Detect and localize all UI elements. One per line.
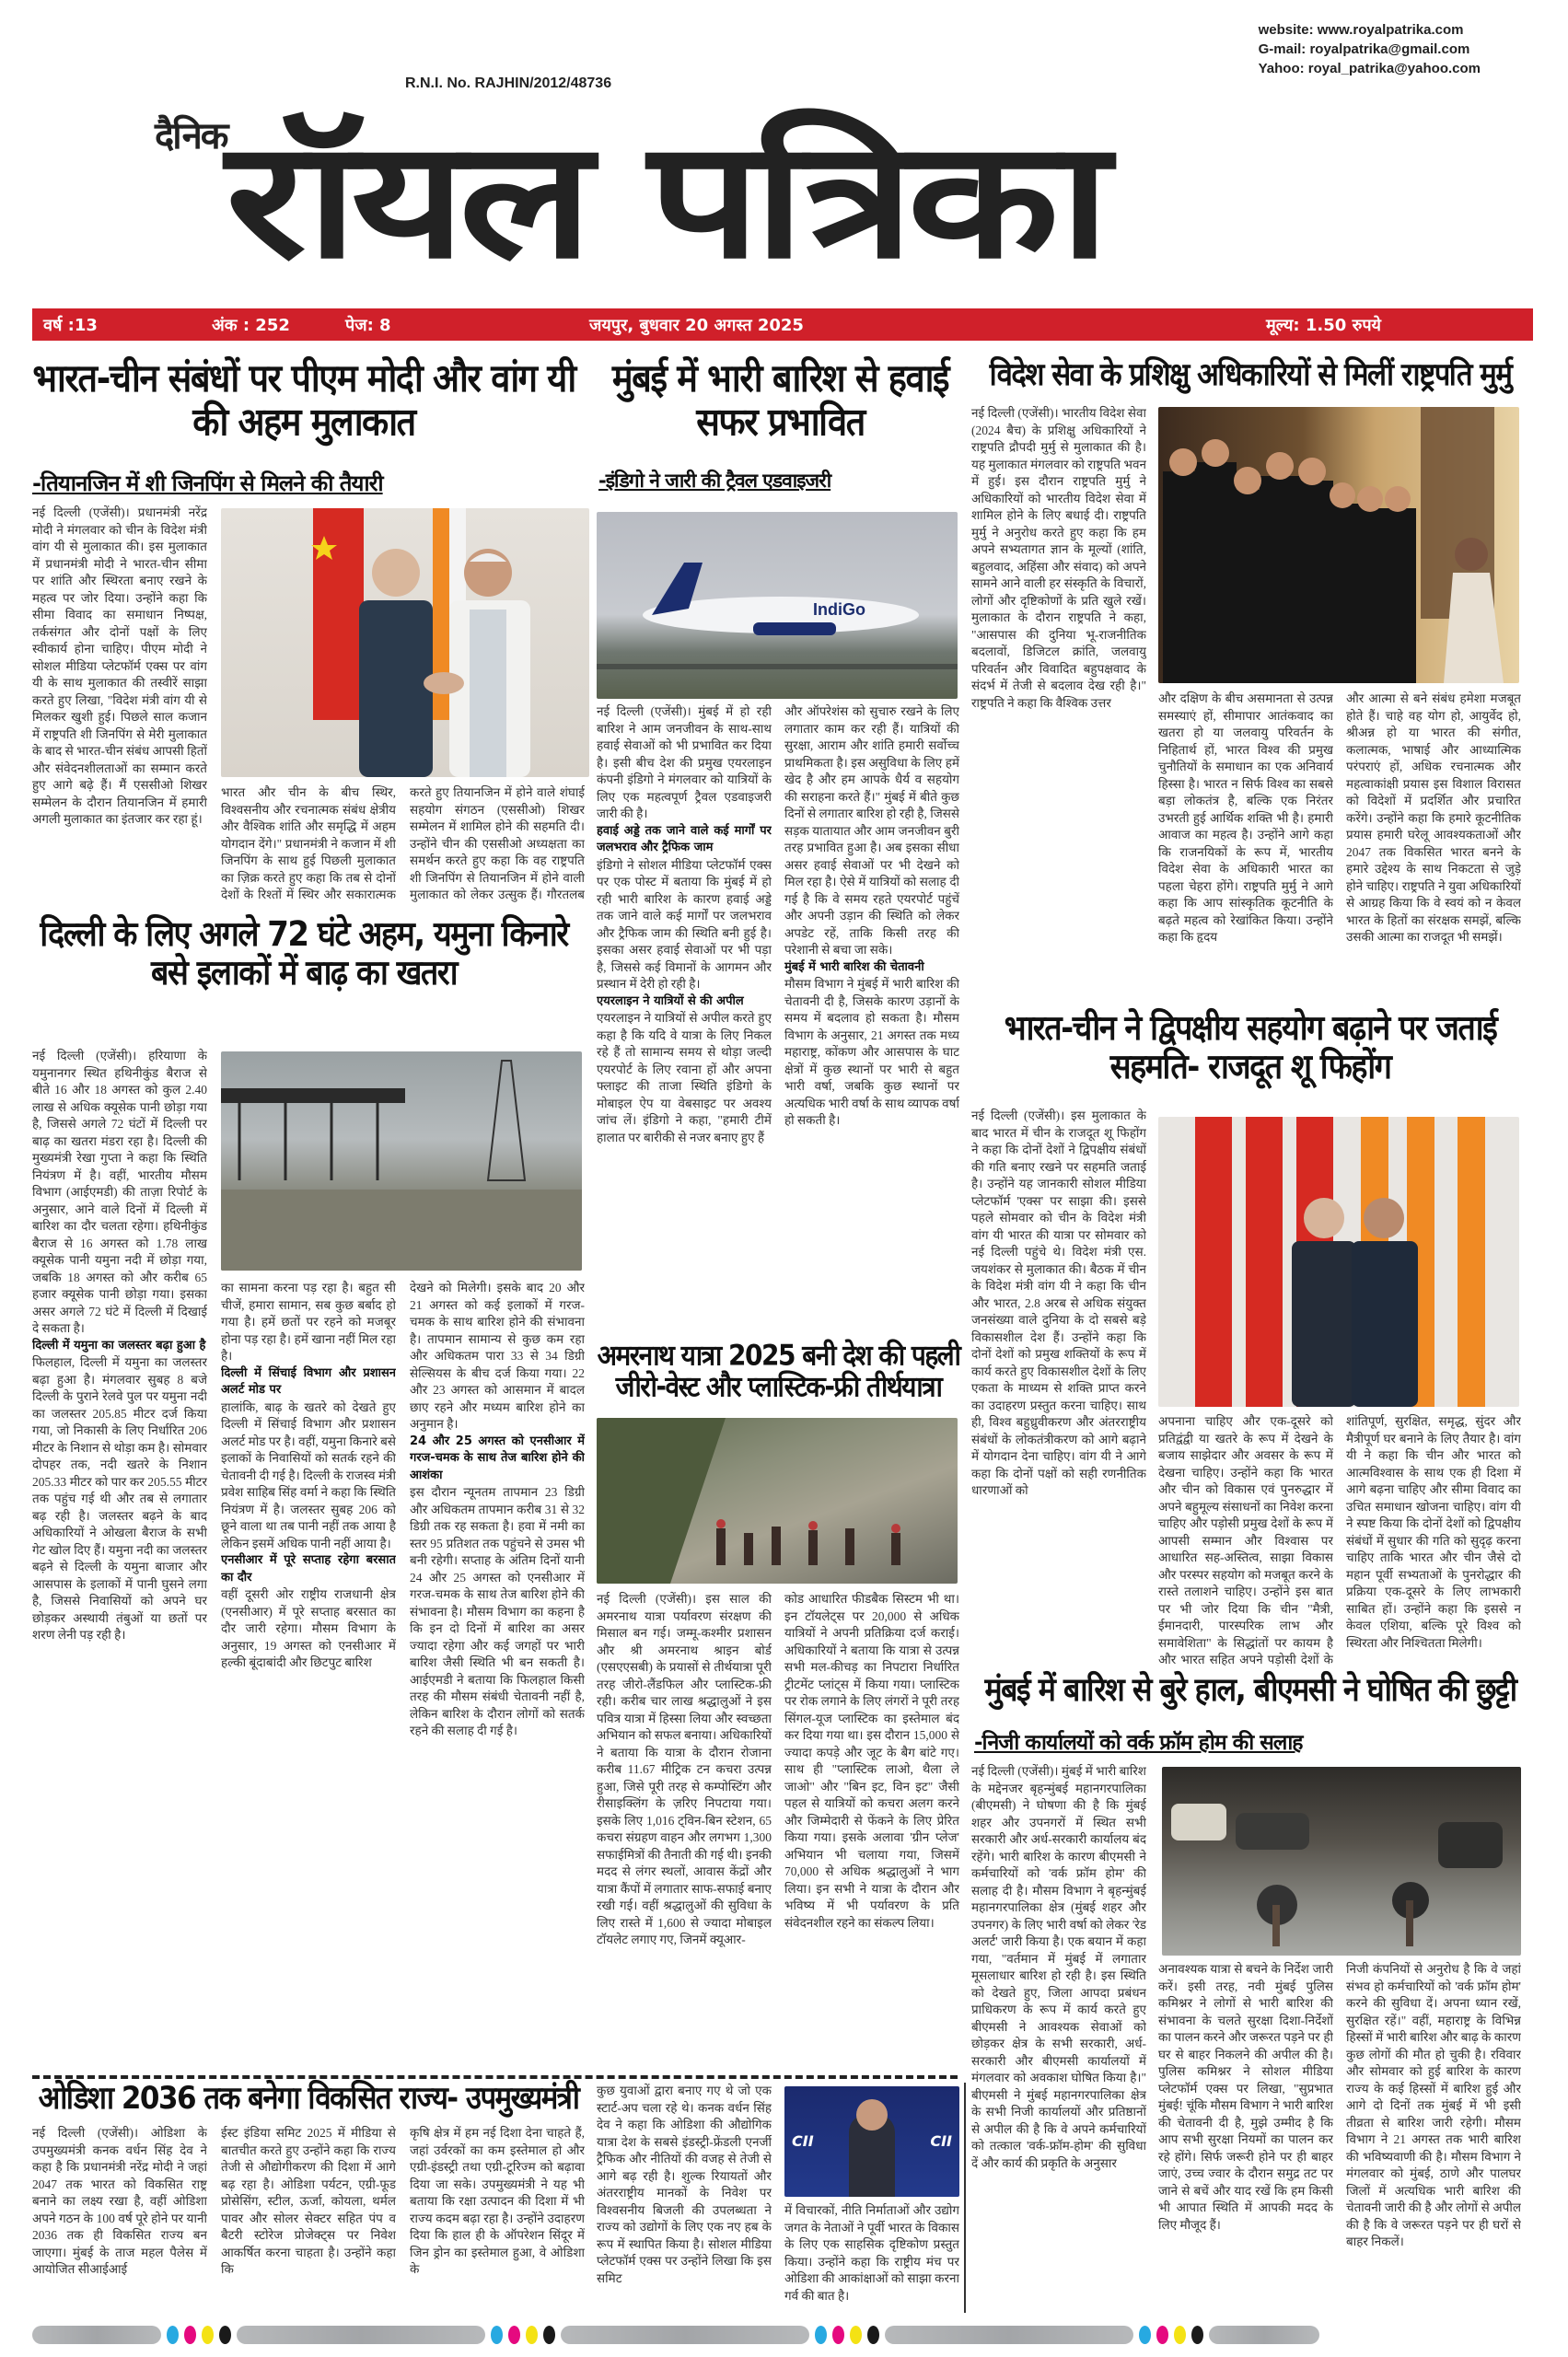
article-text: फिलहाल, दिल्ली में यमुना का जलस्तर बढ़ा हुआ है। मंगलवार सुबह 8 बजे दिल्ली के पुराने रेलवे पुल पर यमुना नदी का जलस्तर 205.85 मीटर दर्ज किया गया, जो निकासी के लिए निर्धारित 206 मीटर के निशान से थोड़ा कम है। सोमवार दोपहर तक, नदी खतरे के निशान 205.33 मीटर को पार कर 205.55 मीटर तक पहुंच गई थी और तब से लगातार बढ़ रही है। जलस्तर बढ़ने के बाद अधिकारियों ने ओखला बैराज के सभी गेट खोल दिए हैं। यमुना नदी का जलस्तर बढ़ने से दिल्ली के यमुना बाजार और आसपास के इलाकों में पानी घुसने लगा है, जिससे निवासियों को अपने घर छोड़कर अस्थायी तंबुओं या छतों पर शरण लेनी पड़ रही है। [32, 1355, 207, 1642]
registration-bar [32, 2326, 161, 2344]
section-divider [32, 2075, 958, 2079]
headline-mumbai-air[interactable]: मुंबई में भारी बारिश से हवाई सफर प्रभावित [611, 355, 949, 444]
yellow-dot [850, 2326, 862, 2344]
photo-amarnath-pilgrims [597, 1418, 958, 1584]
subhead-mumbai-air: -इंडिगो ने जारी की ट्रैवल एडवाइजरी [598, 470, 831, 492]
issue-info-bar [32, 308, 1533, 341]
article-column [32, 1048, 207, 2056]
headline-delhi-flood[interactable]: दिल्ली के लिए अगले 72 घंटे अहम, यमुना किनारे बसे इलाकों में बाढ़ का खतरा [40, 914, 568, 993]
article-text: का सामना करना पड़ रहा है। बहुत सी चीजें, हमारा सामान, सब कुछ बर्बाद हो गया है। हमें छतों पर रहने को मजबूर होना पड़ रहा है। हमें खाना नहीं मिल रहा है। [221, 1281, 396, 1363]
masthead-title: रॉयल पत्रिका [226, 106, 1104, 295]
auto-rickshaw-icon [1171, 1804, 1226, 1840]
article-text: कोड आधारित फीडबैक सिस्टम भी था। इन टॉयलेट्स पर 20,000 से अधिक यात्रियों ने अपनी प्रतिक्रिया दर्ज कराई। अधिकारियों ने बताया कि यात्रा से उत्पन्न सभी मल-कीचड़ का निपटारा निर्धारित ट्रीटमेंट प्लांट्स में किया गया। प्लास्टिक पर रोक लगाने के लिए लंगरों ने पूरी तरह सिंगल-यूज प्लास्टिक का इस्तेमाल बंद कर दिया गया था। इस दौरान 15,000 से ज्यादा कपड़े और जूट के बैग बांटे गए। साथ ही "प्लास्टिक लाओ, थैला ले जाओ" और "बिन इट, विन इट" जैसी पहल से यात्रियों को कचरा अलग करने और जिम्मेदारी से फेंकने के लिए प्रेरित किया गया। इसके अलावा 'ग्रीन प्लेज' अभियान भी चलाया गया, जिसमें 70,000 से अधिक श्रद्धालुओं ने भाग लिया। इन सभी ने यात्रा के दौरान और भविष्य में भी पर्यावरण के प्रति संवेदनशील रहने का संकल्प लिया। [784, 1592, 959, 1930]
article-column [221, 1280, 396, 2056]
article-text: और दक्षिण के बीच असमानता से उत्पन्न समस्याएं हों, सीमापार आतंकवाद का खतरा हो या जलवायु परिवर्तन के निहितार्थ हों, भारत विश्व की प्रमुख चुनौतियों के समाधान का एक अनिवार्य हिस्सा है। भारत न सिर्फ विश्व का सबसे बड़ा लोकतंत्र है, बल्कि एक निरंतर उभरती हुई आर्थिक शक्ति भी है। हमारी आवाज का महत्व है। उन्होंने आगे कहा कि राजनयिकों के रूप में, भारतीय विदेश सेवा के अधिकारी भारत का पहला चेहरा होंगे। राष्ट्रपति मुर्मु ने आगे कहा कि आप सांस्कृतिक कूटनीति के बढ़ते महत्व को रेखांकित किया। उन्होंने कहा कि हृदय [1158, 691, 1333, 944]
article-text: इस दौरान न्यूनतम तापमान 23 डिग्री और अधिकतम तापमान करीब 31 से 32 डिग्री तक रह सकता है। हवा में नमी का स्तर 95 प्रतिशत तक पहुंचने से उमस भी बनी रहेगी। सप्ताह के अंतिम दिनों यानी 24 और 25 अगस्त को एनसीआर में गरज-चमक के साथ तेज बारिश होने की संभावना है। मौसम विभाग का कहना है कि इन दो दिनों में बारिश का असर ज्यादा रहेगा और कई जगहों पर भारी बारिश जैसी स्थिति भी बन सकती है। आईएमडी ने बताया कि फिलहाल किसी तरह की मौसम संबंधी चेतावनी नहीं है, लेकिन बारिश के दौरान लोगों को सतर्क रहने की सलाह दी गई है। [410, 1485, 585, 1737]
cyan-dot [1139, 2326, 1151, 2344]
photo-modi-wang [221, 508, 589, 777]
subhead-modi-wang: -तियानजिन में शी जिनपिंग से मिलने की तैयारी [32, 470, 383, 496]
bridge-icon [221, 1088, 405, 1103]
inline-subhead: दिल्ली में यमुना का जलस्तर बढ़ा हुआ है [32, 1338, 206, 1353]
black-dot [543, 2326, 555, 2344]
headline-india-china[interactable]: भारत-चीन ने द्विपक्षीय सहयोग बढ़ाने पर जताई सहमति- राजदूत शू फिहोंग [1004, 1008, 1497, 1087]
price: मूल्य: 1.50 रुपये [1266, 316, 1382, 335]
article-text: मौसम विभाग ने मुंबई में भारी बारिश की चेतावनी दी है, जिसके कारण उड़ानों के समय में बदलाव हो सकता है। मौसम विभाग के अनुसार, 21 अगस्त तक मध्य महाराष्ट्र, कोंकण और आसपास के घाट क्षेत्रों में कुछ स्थानों पर भारी से बहुत भारी वर्षा, जबकि कुछ स्थानों पर अत्यधिक भारी वर्षा के साथ व्यापक वर्षा हो सकती है। [784, 977, 959, 1127]
photo-murmu-officers [1158, 407, 1519, 683]
dateline: जयपुर, बुधवार 20 अगस्त 2025 [589, 316, 804, 335]
registration-bar [885, 2326, 1133, 2344]
article-text: नई दिल्ली (एजेंसी)। भारतीय विदेश सेवा (2024 बैच) के प्रशिक्षु अधिकारियों ने राष्ट्रपति द्रौपदी मुर्मु से मुलाकात की है। यह मुलाकात मंगलवार को राष्ट्रपति भवन में हुई। इस दौरान राष्ट्रपति मुर्मु ने अधिकारियों को भारतीय विदेश सेवा में शामिल होने के लिए बधाई दी। राष्ट्रपति मुर्मु ने अनुरोध करते हुए कहा कि हम अपने सभ्यतागत ज्ञान के मूल्यों (शांति, बहुलवाद, अहिंसा और संवाद) को अपने सामने आने वाली हर संस्कृति के विचारों, लोगों और दृष्टिकोणों के प्रति खुले रखें। मुलाकात के दौरान राष्ट्रपति ने कहा, "आसपास की दुनिया भू-राजनीतिक बदलावों, डिजिटल क्रांति, जलवायु परिवर्तन और विवादित बहुपक्षवाद के संदर्भ में तेजी से बदलाव देख रही है।" राष्ट्रपति ने कहा कि वैश्विक उत्तर [971, 406, 1146, 710]
black-dot [219, 2326, 231, 2344]
article-text: अनावश्यक यात्रा से बचने के निर्देश जारी करें। इसी तरह, नवी मुंबई पुलिस कमिश्नर ने लोगों से भारी बारिश की संभावना के चलते सुरक्षा दिशा-निर्देशों का पालन करने और जरूरत पड़ने पर ही घर से बाहर निकलने की अपील की है। पुलिस कमिश्नर ने सोशल मीडिया प्लेटफॉर्म एक्स पर लिखा, "सुप्रभात मुंबई! चूंकि मौसम विभाग ने भारी बारिश की चेतावनी दी है, मुझे उम्मीद है कि आप सभी सुरक्षा नियमों का पालन कर रहे होंगे। सिर्फ जरूरी होने पर ही बाहर जाएं, उच्च ज्वार के दौरान समुद्र तट पर जाने से बचें और याद रखें कि हम किसी भी आपात स्थिति में आपकी मदद के लिए मौजूद हैं। [1158, 1962, 1333, 2232]
photo-yamuna-bridge [221, 1051, 582, 1271]
cii-logo: CII [930, 2132, 952, 2150]
issue-number: अंक : 252 [212, 316, 290, 335]
headline-odisha[interactable]: ओडिशा 2036 तक बनेगा विकसित राज्य- उपमुख्यमंत्री [38, 2080, 579, 2117]
cyan-dot [167, 2326, 179, 2344]
article-text: नई दिल्ली (एजेंसी)। प्रधानमंत्री नरेंद्र मोदी ने मंगलवार को चीन के विदेश मंत्री वांग यी से मुलाकात की। इस मुलाकात में प्रधानमंत्री मोदी ने भारत-चीन सीमा पर शांति और स्थिरता बनाए रखने के महत्व पर जोर दिया। उन्होंने कहा कि सीमा विवाद का समाधान निष्पक्ष, तर्कसंगत और दोनों पक्षों के लिए स्वीकार्य होना चाहिए। पीएम मोदी ने सोशल मीडिया प्लेटफॉर्म एक्स पर वांग यी के साथ मुलाकात की तस्वीरें साझा करते हुए लिखा, "विदेश मंत्री वांग यी से मिलकर खुशी हुई। पिछले साल कजान में राष्ट्रपति शी जिनपिंग से मेरी मुलाकात के बाद से भारत-चीन संबंध आपसी हितों और संवेदनशीलताओं का सम्मान करते हुए आगे बढ़े हैं। मैं एससीओ शिखर सम्मेलन के दौरान तियानजिन में हमारी अगली मुलाकात का इंतजार कर रहा हूं। [32, 505, 207, 826]
yellow-dot [526, 2326, 538, 2344]
registration-bar [237, 2326, 485, 2344]
inline-subhead: मुंबई में भारी बारिश की चेतावनी [784, 959, 924, 974]
cyan-dot [491, 2326, 503, 2344]
article-text: में विचारकों, नीति निर्माताओं और उद्योग जगत के नेताओं ने पूर्वी भारत के विकास के लिए एक साहसिक दृष्टिकोण प्रस्तुत किया। उन्होंने कहा कि राष्ट्रीय मंच पर ओडिशा की आकांक्षाओं को साझा करना गर्व की बात है। [784, 2203, 959, 2303]
yahoo-text[interactable]: Yahoo: royal_patrika@yahoo.com [1258, 61, 1481, 76]
masthead-prefix: दैनिक [155, 115, 227, 157]
black-dot [867, 2326, 879, 2344]
article-text: देखने को मिलेगी। इसके बाद 20 और 21 अगस्त को कई इलाकों में गरज-चमक के साथ बारिश होने की संभावना है। तापमान सामान्य से कुछ कम रहा और अधिकतम पारा 33 से 34 डिग्री सेल्सियस के बीच दर्ज किया गया। 22 और 23 अगस्त को आसमान में बादल छाए रहने और मध्यम बारिश होने का अनुमान है। [410, 1281, 585, 1431]
column-divider [964, 2083, 966, 2313]
page-number: पेज: 8 [345, 316, 391, 335]
contact-info [1259, 20, 1481, 78]
photo-india-china-meeting [1158, 1117, 1519, 1407]
article-text: नई दिल्ली (एजेंसी)। हरियाणा के यमुनानगर स्थित हथिनीकुंड बैराज से बीते 16 और 18 अगस्त को कुल 2.40 लाख से अधिक क्यूसेक पानी छोड़ा गया है, जिससे अगले 72 घंटों में दिल्ली पर बाढ़ का खतरा मंडरा रहा है। दिल्ली की मुख्यमंत्री रेखा गुप्ता ने कहा कि स्थिति नियंत्रण में है। वहीं, भारतीय मौसम विभाग (आईएमडी) की ताज़ा रिपोर्ट के अनुसार, आने वाले दिनों में दिल्ली में बारिश का दौर चलता रहेगा। हथिनीकुंड बैराज से 16 अगस्त को 1.78 लाख क्यूसेक पानी यमुना नदी में छोड़ा गया, जबकि 18 अगस्त को और करीब 65 हजार क्यूसेक पानी छोड़ा गया। इसका असर अगले 72 घंटे में दिल्ली में दिखाई दे सकता है। [32, 1049, 207, 1335]
headline-amarnath[interactable]: अमरनाथ यात्रा 2025 बनी देश की पहली जीरो-वेस्ट और प्लास्टिक-फ्री तीर्थयात्रा [597, 1338, 960, 1404]
article-text: नई दिल्ली (एजेंसी)। ओडिशा के उपमुख्यमंत्री कनक वर्धन सिंह देव ने कहा है कि प्रधानमंत्री नरेंद्र मोदी ने जहां 2047 तक भारत को विकसित राष्ट्र बनाने का लक्ष्य रखा है, वहीं ओडिशा अपने गठन के 100 वर्ष पूरे होने पर यानी 2036 तक ही विकसित राज्य बन जाएगा। मुंबई के ताज महल पैलेस में आयोजित सीआईआई [32, 2126, 207, 2276]
article-text: नई दिल्ली (एजेंसी)। इस मुलाकात के बाद भारत में चीन के राजदूत शू फिहोंग ने कहा कि दोनों देशों ने द्विपक्षीय संबंधों की गति बनाए रखने पर सहमति जताई है। उन्होंने यह जानकारी सोशल मीडिया प्लेटफॉर्म 'एक्स' पर साझा की। इससे पहले सोमवार को चीन के विदेश मंत्री वांग यी भारत की यात्रा पर सोमवार को नई दिल्ली पहुंचे थे। विदेश मंत्री एस. जयशंकर से मुलाकात की। बैठक में चीन के विदेश मंत्री वांग यी ने कहा कि चीन और भारत, 2.8 अरब से अधिक संयुक्त जनसंख्या वाले दुनिया के दो सबसे बड़े विकासशील देश हैं। उन्होंने कहा कि दोनों देशों को प्रमुख शक्तियों के रूप में कार्य करते हुए विकासशील देशों के लिए एकता के माध्यम से शक्ति प्राप्त करने का उदाहरण प्रस्तुत करना चाहिए। साथ ही, विश्व बहुध्रुवीकरण और अंतरराष्ट्रीय संबंधों के लोकतंत्रीकरण को आगे बढ़ाने में योगदान देना चाहिए। वांग यी ने आगे कहा कि दोनों पक्षों को सही रणनीतिक धारणाओं को [971, 1109, 1146, 1497]
magenta-dot [508, 2326, 520, 2344]
gmail-text[interactable]: G-mail: royalpatrika@gmail.com [1258, 41, 1470, 57]
yellow-dot [1174, 2326, 1186, 2344]
inline-subhead: एनसीआर में पूरे सप्ताह रहेगा बरसात का दौर [221, 1553, 396, 1585]
registration-bar [1209, 2326, 1319, 2344]
year-number: वर्ष :13 [43, 316, 98, 335]
magenta-dot [184, 2326, 196, 2344]
article-text: करते हुए तियानजिन में होने वाले शंघाई सहयोग संगठन (एससीओ) शिखर सम्मेलन में शामिल होने की सहमति दी। उन्होंने चीन की एससीओ अध्यक्षता का समर्थन करते हुए कहा कि वह राष्ट्रपति शी जिनपिंग से तियानजिन में होने वाली मुलाकात को लेकर उत्सुक हैं। गौरतलब [410, 785, 585, 901]
article-text: अपनाना चाहिए और एक-दूसरे को प्रतिद्वंद्वी या खतरे के रूप में देखने के बजाय साझेदार और अवसर के रूप में देखना चाहिए। उन्होंने कहा कि भारत और चीन को विकास एवं पुनरुद्धार में अपने बहुमूल्य संसाधनों का निवेश करना चाहिए और पड़ोसी प्रमुख देशों के रूप में आपसी सम्मान और विश्वास पर आधारित सह-अस्तित्व, साझा विकास और परस्पर सहयोग को मजबूत करने के रास्ते तलाशने चाहिए। उन्होंने इस बात पर भी जोर दिया कि चीन "मैत्री, ईमानदारी, पारस्परिक लाभ और समावेशिता" के सिद्धांतों पर कायम है और भारत सहित अपने पड़ोसी देशों के [1158, 1414, 1333, 1666]
inline-subhead: हवाई अड्डे तक जाने वाले कई मार्गों पर जलभराव और ट्रैफिक जाम [597, 823, 772, 854]
inline-subhead: दिल्ली में सिंचाई विभाग और प्रशासन अलर्ट मोड पर [221, 1365, 396, 1397]
headline-modi-wang[interactable]: भारत-चीन संबंधों पर पीएम मोदी और वांग यी की अहम मुलाकात [32, 355, 575, 444]
article-text: इंडिगो ने सोशल मीडिया प्लेटफॉर्म एक्स पर एक पोस्ट में बताया कि मुंबई में हो रही भारी बारिश के कारण हवाई अड्डे तक जाने वाले कई मार्गों पर जलभराव और ट्रैफिक जाम की स्थिति बनी हुई है। इसका असर हवाई सेवाओं पर भी पड़ा है, जिससे कई विमानों के आगमन और प्रस्थान में देरी हो रही है। [597, 857, 772, 991]
article-text: कृषि क्षेत्र में हम नई दिशा देना चाहते हैं, जहां उर्वरकों का कम इस्तेमाल हो और एग्री-इंडस्ट्री तथा एग्री-टूरिज्म को बढ़ावा दिया जा सके। उपमुख्यमंत्री ने यह भी बताया कि रक्षा उत्पादन की दिशा में भी राज्य कदम बढ़ा रहा है। उन्होंने उदाहरण दिया कि हाल ही के ऑपरेशन सिंदूर में जिन ड्रोन का इस्तेमाल हुआ, वे ओडिशा के [410, 2126, 585, 2276]
registration-marks [32, 2325, 1319, 2345]
rni-number: R.N.I. No. RAJHIN/2012/48736 [405, 75, 612, 91]
article-text: ईस्ट इंडिया समिट 2025 में मीडिया से बातचीत करते हुए उन्होंने कहा कि राज्य तेजी से औद्योगीकरण की दिशा में आगे बढ़ रहा है। ओडिशा पर्यटन, एग्री-फूड प्रोसेसिंग, स्टील, ऊर्जा, कोयला, थर्मल पावर और सोलर सेक्टर सहित पंप व बैटरी स्टोरेज प्रोजेक्ट्स पर निवेश आकर्षित करना चाहता है। उन्होंने कहा कि [221, 2126, 396, 2276]
article-text: नई दिल्ली (एजेंसी)। इस साल की अमरनाथ यात्रा पर्यावरण संरक्षण की मिसाल बन गई। जम्मू-कश्मीर प्रशासन और श्री अमरनाथ श्राइन बोर्ड (एसएएसबी) के प्रयासों से तीर्थयात्रा पूरी तरह जीरो-लैंडफिल और प्लास्टिक-फ्री रही। करीब चार लाख श्रद्धालुओं ने इस पवित्र यात्रा में हिस्सा लिया और स्वच्छता अभियान को सफल बनाया। अधिकारियों ने बताया कि यात्रा के दौरान रोजाना करीब 11.67 मीट्रिक टन कचरा उत्पन्न हुआ, जिसे पूरी तरह से कम्पोस्टिंग और रीसाइक्लिंग के ज़रिए निपटाया गया। इसके लिए 1,016 ट्विन-बिन स्टेशन, 65 कचरा संग्रहण वाहन और लगभग 1,300 सफाईमित्रों की तैनाती की गई थी। इनकी मदद से लंगर स्थलों, आवास केंद्रों और यात्रा कैंपों में लगातार साफ-सफाई बनाए रखी गई। वहीं श्रद्धालुओं की सुविधा के लिए रास्ते में 1,600 से ज्यादा मोबाइल टॉयलेट लगाए गए, जिनमें क्यूआर- [597, 1592, 772, 1946]
article-text: भारत और चीन के बीच स्थिर, विश्वसनीय और रचनात्मक संबंध क्षेत्रीय और वैश्विक शांति और समृद्धि में अहम योगदान देंगे।" प्रधानमंत्री ने कजान में शी जिनपिंग के साथ हुई पिछली मुलाकात का ज़िक्र करते हुए कहा कि तब से दोनों देशों के रिश्तों में स्थिर और सकारात्मक [221, 785, 396, 901]
headline-murmu[interactable]: विदेश सेवा के प्रशिक्षु अधिकारियों से मिलीं राष्ट्रपति मुर्मु [989, 356, 1512, 393]
photo-indigo-plane [597, 512, 958, 699]
magenta-dot [1156, 2326, 1168, 2344]
article-text: और आत्मा से बने संबंध हमेशा मजबूत होते हैं। चाहे वह योग हो, आयुर्वेद हो, श्रीअन्न हो या भारत की संगीत, कलात्मक, भाषाई और आध्यात्मिक परंपराएं हों, अधिक रचनात्मक और महत्वाकांक्षी प्रयास इस विशाल विरासत को विदेशों में प्रदर्शित और प्रचारित करेंगे। उन्होंने कहा कि हमारे कूटनीतिक प्रयास हमारी घरेलू आवश्यकताओं और 2047 तक विकसित भारत बनने के हमारे उद्देश्य के साथ निकटता से जुड़े होने चाहिए। राष्ट्रपति ने युवा अधिकारियों से आग्रह किया कि वे स्वयं को न केवल भारत के हितों का संरक्षक समझें, बल्कि उसकी आत्मा का राजदूत भी समझें। [1346, 691, 1521, 944]
article-text: नई दिल्ली (एजेंसी)। मुंबई में भारी बारिश के मद्देनजर बृहन्मुंबई महानगरपालिका (बीएमसी) ने घोषणा की है कि मुंबई शहर और उपनगरों में स्थित सभी सरकारी और अर्ध-सरकारी कार्यालय बंद रहेंगे। भारी बारिश के कारण बीएमसी ने कर्मचारियों को 'वर्क फ्रॉम होम' की सलाह दी है। मौसम विभाग ने बृहन्मुंबई महानगरपालिका क्षेत्र (मुंबई शहर और उपनगर) के लिए भारी वर्षा को लेकर 'रेड अलर्ट' जारी किया है। एक बयान में कहा गया, "वर्तमान में मुंबई में लगातार मूसलाधार बारिश हो रही है। इस स्थिति को देखते हुए, जिला आपदा प्रबंधन प्राधिकरण के रूप में कार्य करते हुए बीएमसी ने आवश्यक सेवाओं को छोड़कर क्षेत्र के सभी सरकारी, अर्ध-सरकारी और बीएमसी कार्यालयों में मंगलवार को अवकाश घोषित किया है।" बीएमसी ने मुंबई महानगरपालिका क्षेत्र के सभी निजी कार्यालयों और प्रतिष्ठानों से अपील की है कि वे अपने कर्मचारियों को तत्काल 'वर्क-फ्रॉम-होम' की सुविधा दें और कार्य की प्रकृति के अनुसार [971, 1764, 1146, 2170]
yellow-dot [202, 2326, 214, 2344]
website-text[interactable]: website: www.royalpatrika.com [1258, 22, 1464, 38]
svg-text:IndiGo: IndiGo [813, 600, 865, 619]
article-column [784, 703, 959, 1311]
article-text: वहीं दूसरी ओर राष्ट्रीय राजधानी क्षेत्र (एनसीआर) में पूरे सप्ताह बरसात का दौर जारी रहेगा। मौसम विभाग के अनुसार, 19 अगस्त को एनसीआर में हल्की बूंदाबांदी और छिटपुट बारिश [221, 1587, 396, 1669]
article-text: नई दिल्ली (एजेंसी)। मुंबई में हो रही बारिश ने आम जनजीवन के साथ-साथ हवाई सेवाओं को भी प्रभावित कर दिया है। इसी बीच देश की प्रमुख एयरलाइन कंपनी इंडिगो ने मंगलवार को यात्रियों के लिए एक महत्वपूर्ण ट्रैवल एडवाइजरी जारी की है। [597, 704, 772, 820]
article-text: निजी कंपनियों से अनुरोध है कि वे जहां संभव हो कर्मचारियों को 'वर्क फ्रॉम होम' करने की सुविधा दें। अपना ध्यान रखें, सुरक्षित रहें।" वहीं, महाराष्ट्र के विभिन्न हिस्सों में भारी बारिश और बाढ़ के कारण कुछ लोगों की मौत हो चुकी है। रविवार और सोमवार को हुई बारिश के कारण राज्य के कई हिस्सों में बारिश हुई और आगे दो दिनों तक मुंबई में भी इसी तीव्रता से बारिश जारी रहेगी। मौसम विभाग ने 21 अगस्त तक भारी बारिश की भविष्यवाणी की है। मौसम विभाग ने मंगलवार को मुंबई, ठाणे और पालघर जिलों में अत्यधिक भारी बारिश की चेतावनी जारी की है और लोगों से अपील की है कि वे जरूरत पड़ने पर ही घरों से बाहर निकलें। [1346, 1962, 1521, 2248]
inline-subhead: एयरलाइन ने यात्रियों से की अपील [597, 993, 744, 1008]
article-text: हालांकि, बाढ़ के खतरे को देखते हुए दिल्ली में सिंचाई विभाग और प्रशासन अलर्ट मोड पर है। वहीं, यमुना किनारे बसे इलाकों के निवासियों को सतर्क रहने की चेतावनी दी गई है। दिल्ली के राजस्व मंत्री प्रवेश साहिब सिंह वर्मा ने कहा कि स्थिति नियंत्रण में है। जलस्तर सुबह 206 को छूने वाला था तब पानी नहीं तक आया है लेकिन इसमें अधिक पानी नहीं आया है। [221, 1399, 396, 1550]
china-flag-icon [313, 508, 364, 720]
article-text: और ऑपरेशंस को सुचारु रखने के लिए लगातार काम कर रही हैं। यात्रियों की सुरक्षा, आराम और शांति हमारी सर्वोच्च प्राथमिकता है। इस असुविधा के लिए हमें खेद है और हम आपके धैर्य व सहयोग की सराहना करते हैं।" मुंबई में बीते कुछ दिनों से लगातार बारिश हो रही है, जिससे सड़क यातायात और आम जनजीवन बुरी तरह प्रभावित हुआ है। अब इसका सीधा असर हवाई सेवाओं पर भी देखने को मिल रहा है। ऐसे में यात्रियों को सलाह दी गई है कि वे समय रहते एयरपोर्ट पहुंचें और अपनी उड़ान की स्थिति को लेकर अपडेट रहें, ताकि किसी तरह की परेशानी से बचा जा सके। [784, 704, 959, 957]
article-text: शांतिपूर्ण, सुरक्षित, समृद्ध, सुंदर और मैत्रीपूर्ण घर बनाने के लिए तैयार है। वांग यी ने कहा कि चीन और भारत को आत्मविश्वास के साथ एक ही दिशा में आगे बढ़ना चाहिए और सीमा विवाद का उचित समाधान खोजना चाहिए। वांग यी ने स्पष्ट किया कि दोनों देशों को द्विपक्षीय संबंधों में सुधार की गति को सुदृढ़ करना चाहिए ताकि भारत और चीन जैसे दो महान पूर्वी सभ्यताओं के पुनरोद्धार की प्रक्रिया एक-दूसरे के लिए लाभकारी साबित हों। उन्होंने कहा कि इससे न केवल एशिया, बल्कि पूरे विश्व को स्थिरता और निश्चितता मिलेगी। [1346, 1414, 1521, 1650]
photo-mumbai-rain [1162, 1767, 1521, 1956]
cii-logo: CII [792, 2132, 814, 2150]
article-column [597, 703, 772, 1311]
article-text: एयरलाइन ने यात्रियों से अपील करते हुए कहा है कि यदि वे यात्रा के लिए निकल रहे हैं तो सामान्य समय से थोड़ा जल्दी एयरपोर्ट के लिए रवाना हों और अपना फ्लाइट की ताजा स्थिति इंडिगो के मोबाइल ऐप या वेबसाइट पर अवश्य जांच लें। इंडिगो ने कहा, "हमारी टीमें हालात पर बारीकी से नजर बनाए हुए हैं [597, 1011, 772, 1144]
headline-mumbai-rain[interactable]: मुंबई में बारिश से बुरे हाल, बीएमसी ने घोषित की छुट्टी [984, 1670, 1516, 1709]
magenta-dot [832, 2326, 844, 2344]
cyan-dot [815, 2326, 827, 2344]
inline-subhead: 24 और 25 अगस्त को एनसीआर में गरज-चमक के साथ तेज बारिश होने की आशंका [410, 1434, 585, 1482]
black-dot [1191, 2326, 1203, 2344]
article-column [410, 1280, 585, 2056]
article-text: कुछ युवाओं द्वारा बनाए गए थे जो एक स्टार्ट-अप चला रहे थे। कनक वर्धन सिंह देव ने कहा कि ओडिशा की औद्योगिक यात्रा देश के सबसे इंडस्ट्री-फ्रेंडली एनर्जी ट्रैफिक और नीतियों की वजह से तेजी से आगे बढ़ रही है। शुल्क रियायतों और अंतरराष्ट्रीय मानकों के निवेश पर विश्वसनीय बिजली की उपलब्धता ने राज्य को उद्योगों के लिए एक नए हब के रूप में स्थापित किया है। सोशल मीडिया प्लेटफॉर्म एक्स पर उन्होंने लिखा कि इस समिट [597, 2084, 772, 2285]
registration-bar [561, 2326, 809, 2344]
photo-odisha-minister [784, 2086, 959, 2197]
subhead-mumbai-rain: -निजी कार्यालयों को वर्क फ्रॉम होम की सलाह [974, 1731, 1303, 1755]
